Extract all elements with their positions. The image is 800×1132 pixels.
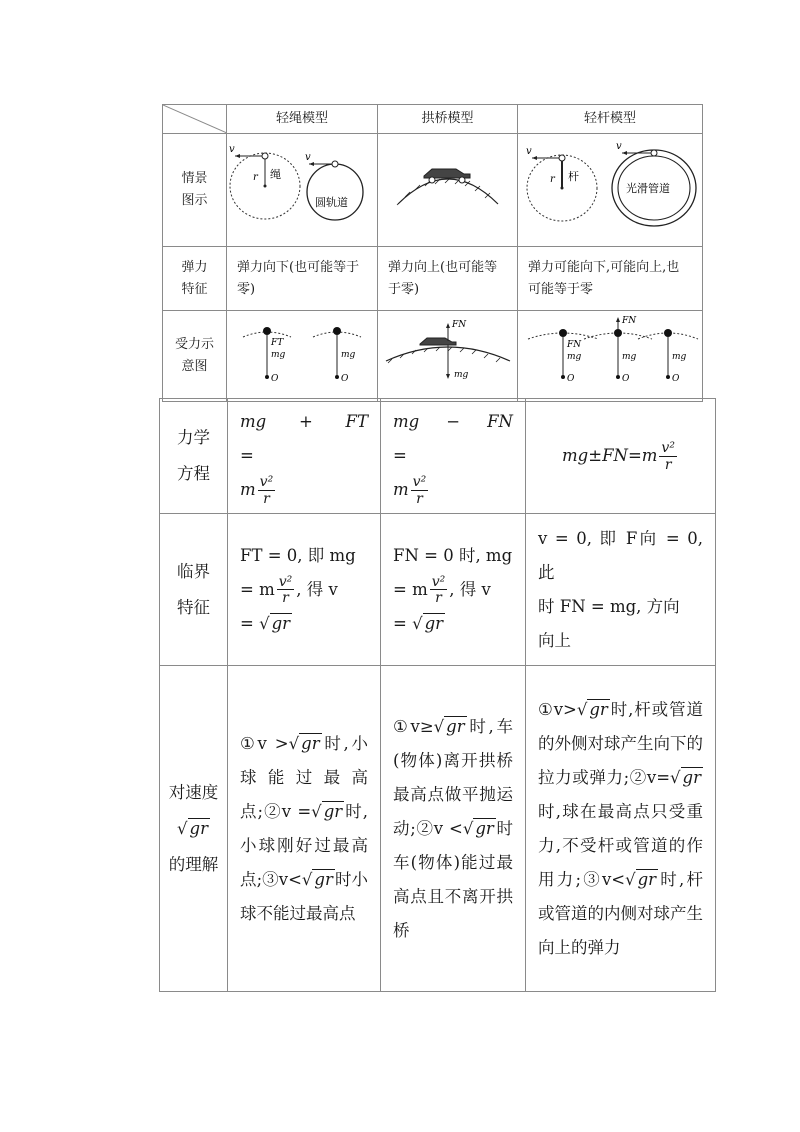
rod1-o-label: O [567,374,575,384]
und-label-sqrt: √ gr [177,818,208,838]
und-arch-p3: 时车(物体)能过最高点且不离开拱桥 [393,818,514,940]
header-row [163,105,703,134]
scene-arch-cell [378,134,518,247]
crit-rope-sqrt: √ gr [259,613,291,633]
force-rope-cell [227,311,378,402]
und-rod-sqrt2: √ gr [670,767,701,787]
und-rod-sqrt1: √ gr [576,699,608,719]
force-row [163,311,703,402]
rod1-fn-label: FN [567,340,582,350]
und-rope-p2: 时,小球能过最高点;②v = [240,733,368,821]
arch-mg-label: mg [454,370,469,380]
scene-label: 情景图示 [163,134,227,247]
crit-arch-b: = m [393,579,428,599]
rope2-o-label: O [341,374,349,384]
eq-arch-lhs: mg − FN = [393,412,513,465]
equation-row [160,399,716,514]
understanding-arch [381,666,526,992]
header-rope-model: 轻绳模型 [227,105,378,134]
rod3-mg-label: mg [672,352,687,362]
crit-rope-frac: $\frac{\text{v²}}{r}$ [278,573,293,606]
understanding-rod [526,666,716,992]
rod2-fn-label: FN [622,316,637,326]
und-arch-p1: ①v≥ [393,716,434,736]
eq-arch-frac: $\frac{\text{v²}}{r}$ [412,474,427,507]
eq-rope-frac: $\frac{\text{v²}}{r}$ [259,474,274,507]
eq-rope-lhs: mg + FT = [240,412,368,465]
crit-rod-b: 时 FN = mg, 方向 [538,596,680,616]
rod-scene-diagram [518,134,703,238]
eq-rod-frac: $\frac{\text{v²}}{r}$ [661,440,675,473]
header-arch-model: 拱桥模型 [378,105,518,134]
crit-arch-c: , 得 v [449,579,491,599]
und-rod-p4: 时,杆或管道的内侧对球产生向上的弹力 [538,869,703,957]
critical-arch [381,514,526,666]
critical-rope [228,514,381,666]
elastic-row [163,247,703,311]
understanding-label [160,666,228,992]
und-rope-sqrt3: √ gr [301,869,333,889]
model-table-upper [162,104,703,402]
header-rod-model: 轻杆模型 [518,105,703,134]
und-rope-p4: 时小球不能过最高点 [240,869,368,923]
rope-o-label: O [271,374,279,384]
crit-rod-c: 向上 [538,630,571,650]
elastic-label: 弹力特征 [163,247,227,311]
force-rod-cell [518,311,703,402]
rope-v-label: v [229,144,235,155]
understanding-row [160,666,716,992]
crit-arch-a: FN = 0 时, mg [393,545,513,565]
und-label-bottom: 的理解 [168,854,219,874]
equation-arch [381,399,526,514]
arch-fn-label: FN [452,320,467,330]
rope-force-diagram [227,311,378,393]
und-rod-p1: ①v> [538,699,577,719]
crit-rod-a: v = 0, 即 F向 = 0, 此 [538,528,703,582]
und-rope-p3: 时,小球刚好过最高点;③v< [240,801,368,889]
eq-rod-lhs: mg±FN=m [562,446,658,465]
eq-arch-m: m [393,480,409,499]
und-rope-sqrt1: √ gr [288,733,320,753]
crit-arch-sqrt: √ gr [412,613,444,633]
rod-v-label: v [526,146,532,157]
rope-scene-diagram [227,134,378,238]
und-arch-sqrt1: √ gr [433,716,465,736]
rope-mg-label: mg [271,350,286,360]
crit-rope-d: = [240,613,260,633]
critical-row [160,514,716,666]
pipe-text: 光滑管道 [626,182,670,195]
crit-rope-a: FT = 0, 即 mg [240,545,356,565]
corner-cell [163,105,227,134]
eq-rope-m: m [240,480,256,499]
critical-rod [526,514,716,666]
understanding-rope [228,666,381,992]
rod-force-diagram [518,311,703,393]
und-arch-p2: 时,车(物体)离开拱桥最高点做平抛运动;②v < [393,716,513,838]
model-table-lower [159,398,716,992]
elastic-arch: 弹力向上(也可能等于零) [378,247,518,311]
equation-label: 力学方程 [160,399,228,514]
rope-ft-label: FT [271,338,284,348]
und-label-top: 对速度 [168,782,219,802]
rope-text: 绳 [270,168,281,181]
rod2-o-label: O [622,374,630,384]
rope2-mg-label: mg [341,350,356,360]
track-v-label: v [305,152,311,163]
critical-label: 临界特征 [160,514,228,666]
und-rod-sqrt3: √ gr [625,869,657,889]
rope-r-label: r [253,172,258,183]
und-rod-p3: 时,球在最高点只受重力,不受杆或管道的作用力;③v< [538,801,703,889]
elastic-rod: 弹力可能向下,可能向上,也可能等于零 [518,247,703,311]
equation-rope [228,399,381,514]
force-arch-cell [378,311,518,402]
rod1-mg-label: mg [567,352,582,362]
rod-text: 杆 [568,170,579,183]
und-rope-sqrt2: √ gr [311,801,343,821]
und-arch-sqrt2: √ gr [462,818,494,838]
scene-rod-cell [518,134,703,247]
equation-rod [526,399,716,514]
diagonal-line [163,105,227,133]
rod2-mg-label: mg [622,352,637,362]
scene-rope-cell [227,134,378,247]
rod3-o-label: O [672,374,680,384]
elastic-rope: 弹力向下(也可能等于零) [227,247,378,311]
crit-rope-c: , 得 v [296,579,338,599]
force-label: 受力示意图 [163,311,227,402]
crit-rope-b: = m [240,579,275,599]
arch-force-diagram [378,311,518,393]
crit-arch-frac: $\frac{\text{v²}}{r}$ [431,573,446,606]
und-rope-p1: ①v > [240,733,289,753]
scene-row [163,134,703,247]
pipe-v-label: v [616,141,622,152]
crit-arch-d: = [393,613,413,633]
track-text: 圆轨道 [315,196,348,209]
und-rod-p2: 时,杆或管道的外侧对球产生向下的拉力或弹力;②v= [538,699,703,787]
rod-r-label: r [550,174,555,185]
arch-scene-diagram [378,134,518,238]
